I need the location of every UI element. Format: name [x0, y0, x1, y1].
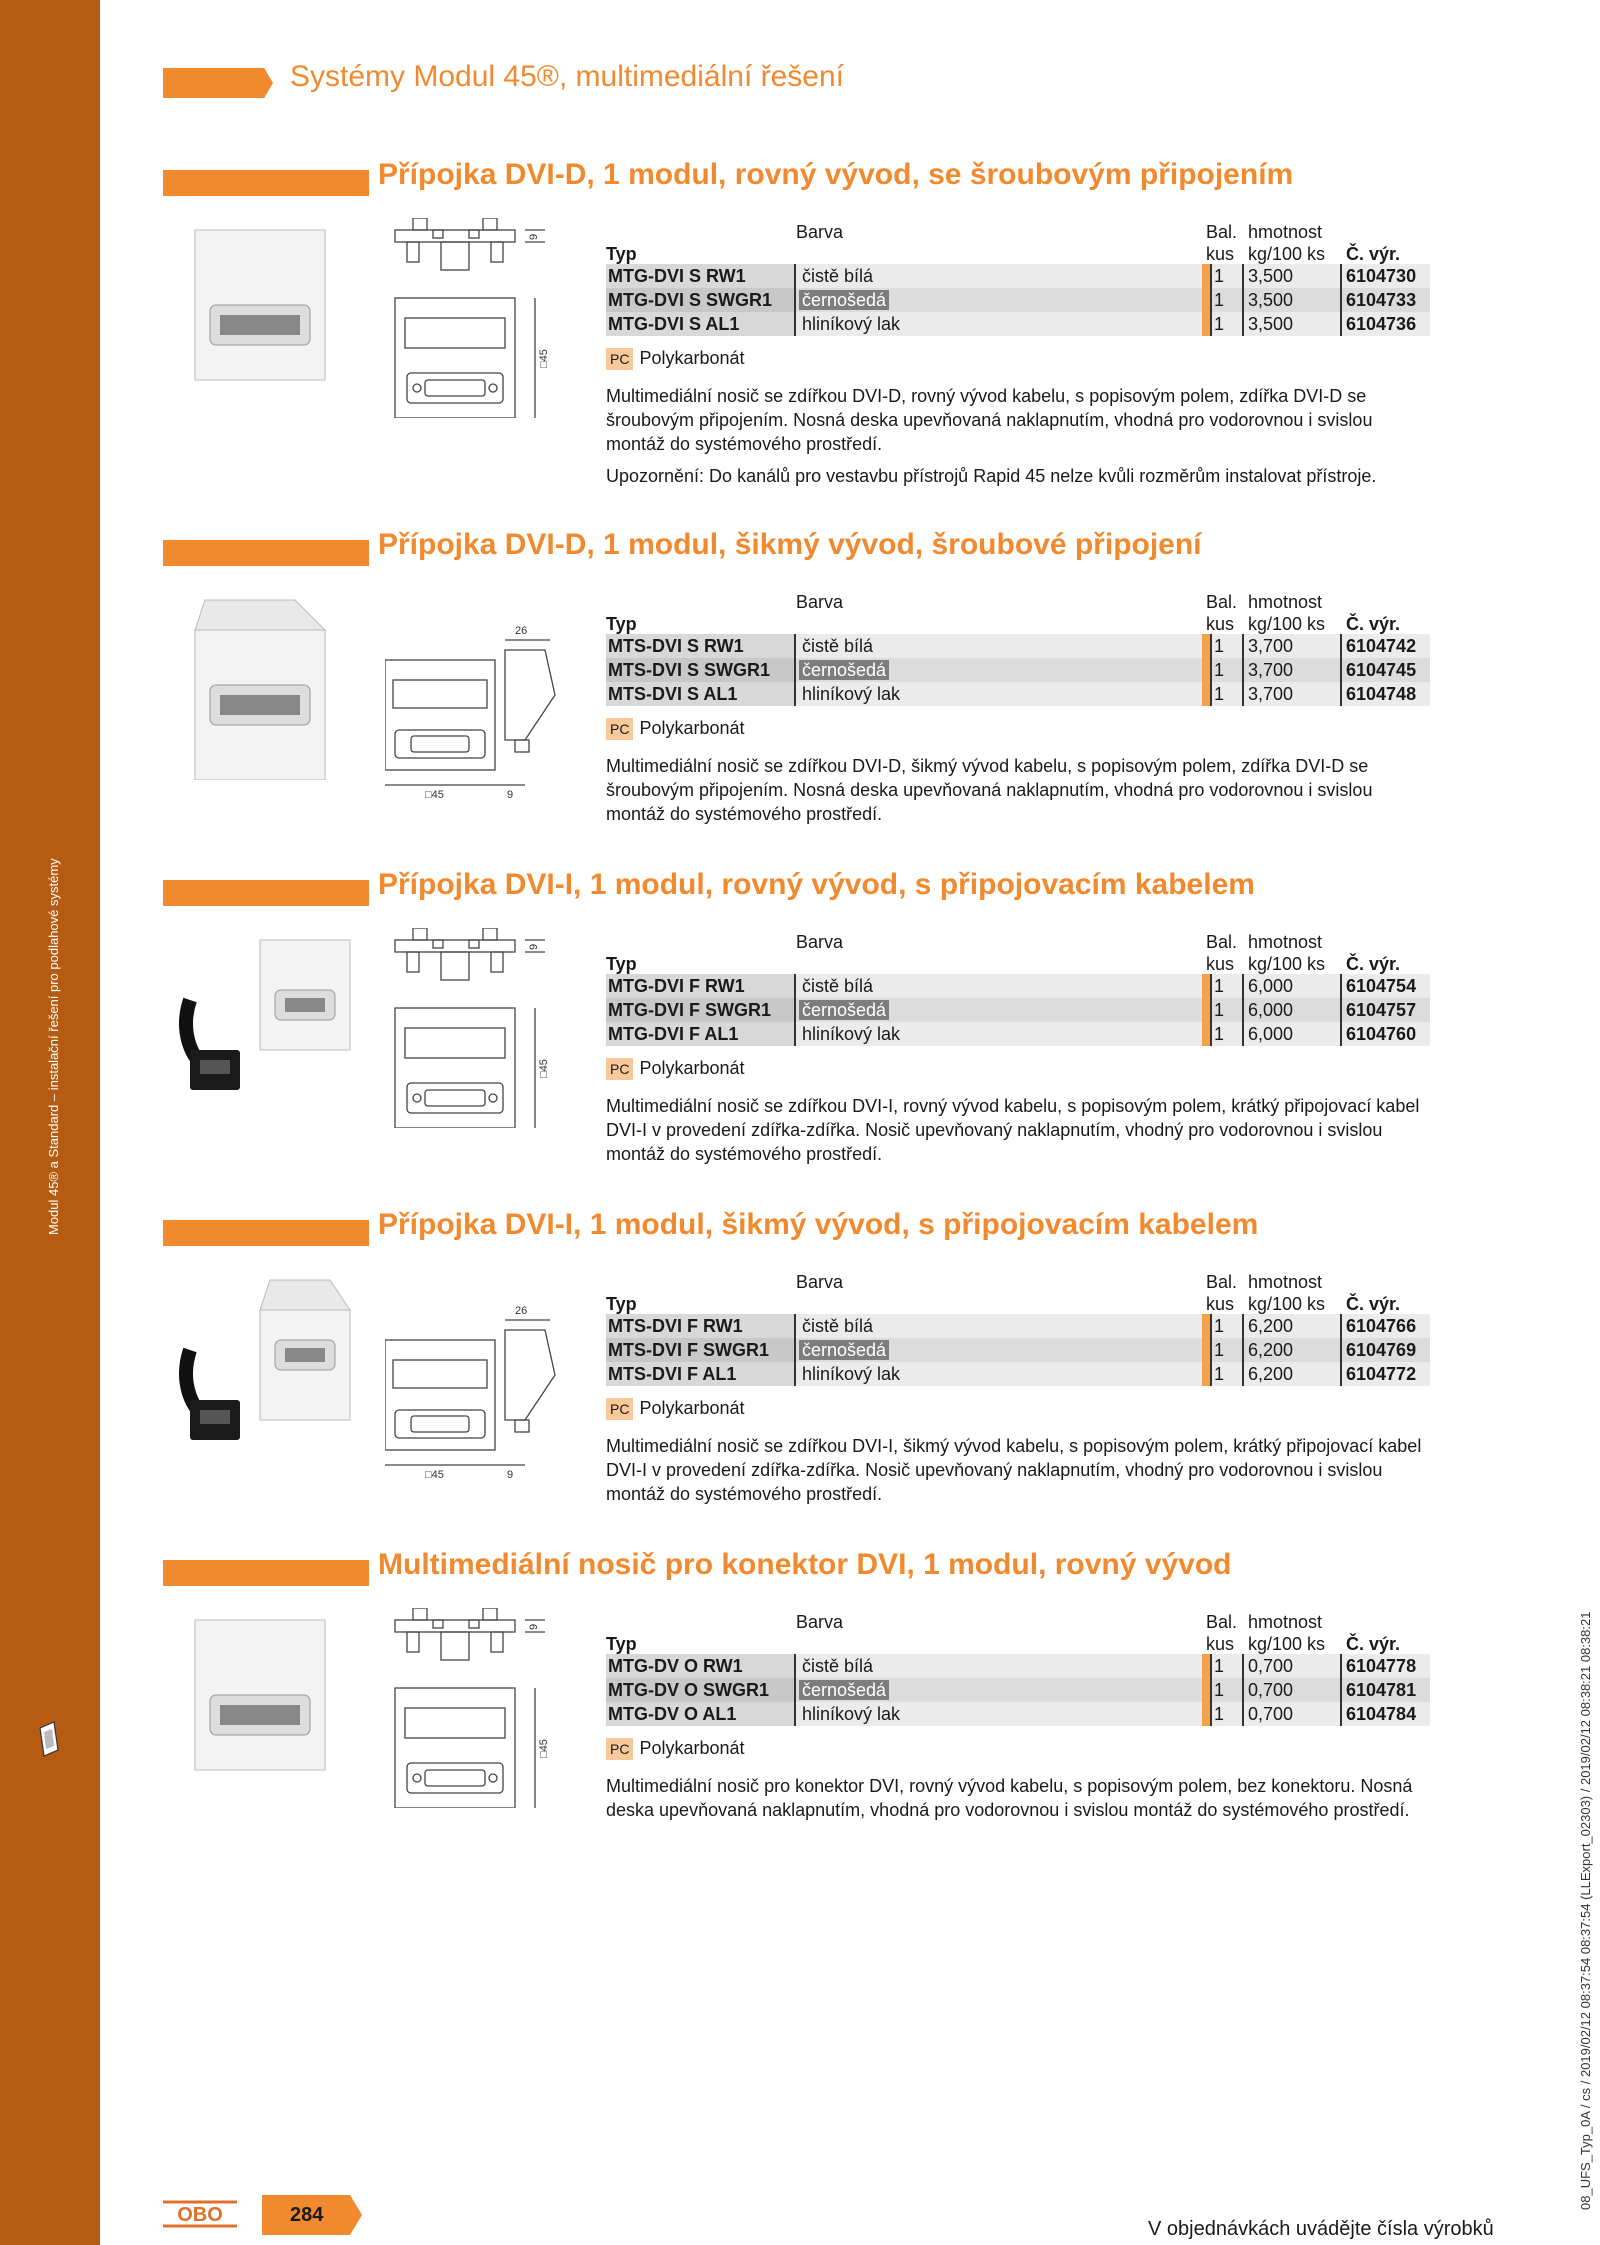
header-barva: Barva — [796, 1612, 844, 1632]
sidebar-vertical-text: Modul 45® a Standard – instalační řešení pro podlahové systémy — [46, 858, 61, 1235]
material-line — [606, 1736, 1436, 1760]
header-kus: kus — [1206, 1294, 1235, 1314]
header-bal: Bal. — [1206, 932, 1238, 952]
svg-text:□45: □45 — [538, 1059, 550, 1078]
print-metadata: 08_UFS_Typ_0A / cs / 2019/02/12 08:37:54 08:37:54 (LLExport_02303) / 2019/02/12 08:38:21 08:38:21 — [1578, 1611, 1593, 2210]
section-title: Multimediální nosič pro konektor DVI, 1 modul, rovný vývod — [378, 1548, 1232, 1581]
section-title: Přípojka DVI-D, 1 modul, rovný vývod, se šroubovým připojením — [378, 158, 1294, 191]
row-marker — [1202, 682, 1210, 706]
material-line — [606, 346, 1436, 370]
section-bar — [163, 1220, 369, 1246]
svg-text:□45: □45 — [538, 349, 550, 368]
svg-text:9: 9 — [507, 1469, 514, 1480]
material-name: Polykarbonát — [639, 348, 745, 368]
material-name: Polykarbonát — [639, 1058, 745, 1078]
row-marker — [1202, 998, 1210, 1022]
qty-cell: 1 — [1210, 682, 1242, 706]
weight-cell: 0,700 — [1242, 1654, 1340, 1678]
qty-cell: 1 — [1210, 1314, 1242, 1338]
product-photo — [170, 590, 370, 780]
type-cell: MTG-DVI F RW1 — [606, 974, 794, 998]
weight-cell: 3,500 — [1242, 312, 1340, 336]
article-number-cell: 6104742 — [1340, 634, 1430, 658]
color-cell: čistě bílá — [794, 1314, 1202, 1338]
svg-text:9: 9 — [507, 789, 514, 800]
row-marker — [1202, 634, 1210, 658]
weight-cell: 6,000 — [1242, 998, 1340, 1022]
header-article: Č. výr. — [1346, 954, 1401, 974]
header-kg: kg/100 ks — [1248, 244, 1326, 264]
page-title: Systémy Modul 45®, multimediální řešení — [290, 60, 844, 93]
color-cell: černošedá — [794, 288, 1202, 312]
row-marker — [1202, 1362, 1210, 1386]
type-cell: MTG-DV O SWGR1 — [606, 1678, 794, 1702]
technical-drawing — [385, 1608, 565, 1808]
technical-drawing — [385, 600, 565, 800]
table-row — [606, 998, 1436, 1022]
header-article: Č. výr. — [1346, 1294, 1401, 1314]
color-cell: černošedá — [794, 1678, 1202, 1702]
qty-cell: 1 — [1210, 974, 1242, 998]
header-typ: Typ — [606, 614, 637, 634]
article-number-cell: 6104733 — [1340, 288, 1430, 312]
type-cell: MTG-DV O AL1 — [606, 1702, 794, 1726]
qty-cell: 1 — [1210, 312, 1242, 336]
qty-cell: 1 — [1210, 288, 1242, 312]
material-badge: PC — [606, 1058, 633, 1080]
svg-text:□45: □45 — [538, 1739, 550, 1758]
description: Multimediální nosič se zdířkou DVI-I, rovný vývod kabelu, s popisovým polem, krátký připojovací kabel DVI-I v provedení zdířka-zdířka. Nosič upevňovaný naklapnutím, vhodný pro vodorovnou i svislou montáž do systémového prostředí. — [606, 1096, 1420, 1164]
type-cell: MTG-DVI S RW1 — [606, 264, 794, 288]
type-cell: MTS-DVI F AL1 — [606, 1362, 794, 1386]
type-cell: MTS-DVI F SWGR1 — [606, 1338, 794, 1362]
obo-logo — [163, 2200, 237, 2228]
table-header — [606, 930, 1436, 974]
header-article: Č. výr. — [1346, 614, 1401, 634]
color-cell: černošedá — [794, 1338, 1202, 1362]
header-bal: Bal. — [1206, 222, 1238, 242]
header-typ: Typ — [606, 1634, 637, 1654]
material-name: Polykarbonát — [639, 1738, 745, 1758]
description: Multimediální nosič se zdířkou DVI-D, rovný vývod kabelu, s popisovým polem, zdířka DVI-D se šroubovým připojením. Nosná deska upevňovaná naklapnutím, vhodná pro vodorovnou i svislou montáž do systémového prostředí. — [606, 386, 1373, 454]
header-bal: Bal. — [1206, 1272, 1238, 1292]
color-cell: čistě bílá — [794, 974, 1202, 998]
row-marker — [1202, 312, 1210, 336]
type-cell: MTG-DVI F SWGR1 — [606, 998, 794, 1022]
header-kg: kg/100 ks — [1248, 614, 1326, 634]
svg-text:26: 26 — [515, 625, 528, 637]
table-row — [606, 682, 1436, 706]
row-marker — [1202, 1654, 1210, 1678]
header-hmotnost: hmotnost — [1248, 222, 1323, 242]
material-badge: PC — [606, 718, 633, 740]
type-cell: MTG-DVI F AL1 — [606, 1022, 794, 1046]
svg-text:□45: □45 — [425, 789, 444, 800]
table-row — [606, 1678, 1436, 1702]
section-bar — [163, 880, 369, 906]
header-hmotnost: hmotnost — [1248, 1272, 1323, 1292]
header-kus: kus — [1206, 1634, 1235, 1654]
color-cell: černošedá — [794, 998, 1202, 1022]
row-marker — [1202, 1702, 1210, 1726]
floor-box-icon — [36, 1720, 62, 1758]
description: Multimediální nosič pro konektor DVI, rovný vývod kabelu, s popisovým polem, bez konektoru. Nosná deska upevňovaná naklapnutím, vhodná pro vodorovnou i svislou montáž do systémového prostředí. — [606, 1776, 1413, 1820]
type-cell: MTS-DVI F RW1 — [606, 1314, 794, 1338]
color-cell: čistě bílá — [794, 264, 1202, 288]
header-hmotnost: hmotnost — [1248, 1612, 1323, 1632]
color-cell: čistě bílá — [794, 1654, 1202, 1678]
qty-cell: 1 — [1210, 1702, 1242, 1726]
color-cell: černošedá — [794, 658, 1202, 682]
table-row — [606, 288, 1436, 312]
weight-cell: 0,700 — [1242, 1678, 1340, 1702]
table-row — [606, 1362, 1436, 1386]
product-photo — [170, 210, 370, 400]
weight-cell: 6,000 — [1242, 974, 1340, 998]
article-number-cell: 6104748 — [1340, 682, 1430, 706]
qty-cell: 1 — [1210, 1022, 1242, 1046]
product-photo — [170, 1600, 370, 1790]
qty-cell: 1 — [1210, 1338, 1242, 1362]
footer-note: V objednávkách uvádějte čísla výrobků — [1148, 2218, 1494, 2240]
qty-cell: 1 — [1210, 658, 1242, 682]
material-badge: PC — [606, 1398, 633, 1420]
technical-drawing — [385, 1280, 565, 1480]
table-row — [606, 1022, 1436, 1046]
header-hmotnost: hmotnost — [1248, 592, 1323, 612]
section-title: Přípojka DVI-D, 1 modul, šikmý vývod, šroubové připojení — [378, 528, 1202, 561]
table-header — [606, 590, 1436, 634]
header-kg: kg/100 ks — [1248, 1634, 1326, 1654]
header-bal: Bal. — [1206, 592, 1238, 612]
material-badge: PC — [606, 1738, 633, 1760]
header-typ: Typ — [606, 954, 637, 974]
row-marker — [1202, 1022, 1210, 1046]
article-number-cell: 6104769 — [1340, 1338, 1430, 1362]
article-number-cell: 6104730 — [1340, 264, 1430, 288]
qty-cell: 1 — [1210, 1678, 1242, 1702]
product-table — [606, 590, 1436, 826]
material-badge: PC — [606, 348, 633, 370]
weight-cell: 6,200 — [1242, 1314, 1340, 1338]
material-name: Polykarbonát — [639, 1398, 745, 1418]
header-article: Č. výr. — [1346, 1634, 1401, 1654]
color-cell: hliníkový lak — [794, 1022, 1202, 1046]
technical-drawing — [385, 928, 565, 1128]
row-marker — [1202, 974, 1210, 998]
weight-cell: 3,700 — [1242, 682, 1340, 706]
article-number-cell: 6104772 — [1340, 1362, 1430, 1386]
row-marker — [1202, 1678, 1210, 1702]
row-marker — [1202, 658, 1210, 682]
table-row — [606, 1654, 1436, 1678]
row-marker — [1202, 1338, 1210, 1362]
article-number-cell: 6104784 — [1340, 1702, 1430, 1726]
table-header — [606, 1270, 1436, 1314]
section-bar — [163, 1560, 369, 1586]
header-barva: Barva — [796, 1272, 844, 1292]
weight-cell: 3,700 — [1242, 634, 1340, 658]
svg-text:9: 9 — [528, 1623, 540, 1630]
table-row — [606, 1314, 1436, 1338]
weight-cell: 6,200 — [1242, 1338, 1340, 1362]
color-cell: čistě bílá — [794, 634, 1202, 658]
article-number-cell: 6104781 — [1340, 1678, 1430, 1702]
weight-cell: 0,700 — [1242, 1702, 1340, 1726]
qty-cell: 1 — [1210, 264, 1242, 288]
material-line — [606, 1056, 1436, 1080]
qty-cell: 1 — [1210, 1654, 1242, 1678]
header-kus: kus — [1206, 954, 1235, 974]
table-row — [606, 974, 1436, 998]
header-kg: kg/100 ks — [1248, 954, 1326, 974]
header-tab — [163, 68, 273, 98]
header-barva: Barva — [796, 592, 844, 612]
weight-cell: 3,500 — [1242, 288, 1340, 312]
header-hmotnost: hmotnost — [1248, 932, 1323, 952]
material-line — [606, 716, 1436, 740]
type-cell: MTS-DVI S SWGR1 — [606, 658, 794, 682]
table-row — [606, 312, 1436, 336]
type-cell: MTG-DV O RW1 — [606, 1654, 794, 1678]
product-table — [606, 1270, 1436, 1506]
section-bar — [163, 170, 369, 196]
qty-cell: 1 — [1210, 634, 1242, 658]
table-row — [606, 264, 1436, 288]
article-number-cell: 6104757 — [1340, 998, 1430, 1022]
weight-cell: 3,700 — [1242, 658, 1340, 682]
svg-text:26: 26 — [515, 1305, 528, 1317]
header-typ: Typ — [606, 244, 637, 264]
product-photo — [170, 1270, 370, 1460]
table-header — [606, 220, 1436, 264]
color-cell: hliníkový lak — [794, 682, 1202, 706]
color-cell: hliníkový lak — [794, 312, 1202, 336]
product-table — [606, 1610, 1436, 1822]
article-number-cell: 6104745 — [1340, 658, 1430, 682]
svg-text:□45: □45 — [425, 1469, 444, 1480]
color-cell: hliníkový lak — [794, 1702, 1202, 1726]
page-number: 284 — [290, 2204, 324, 2226]
note: Upozornění: Do kanálů pro vestavbu přístrojů Rapid 45 nelze kvůli rozměrům instalovat přístroje. — [606, 466, 1377, 486]
article-number-cell: 6104736 — [1340, 312, 1430, 336]
header-barva: Barva — [796, 932, 844, 952]
type-cell: MTG-DVI S SWGR1 — [606, 288, 794, 312]
header-article: Č. výr. — [1346, 244, 1401, 264]
color-cell: hliníkový lak — [794, 1362, 1202, 1386]
header-bal: Bal. — [1206, 1612, 1238, 1632]
section-title: Přípojka DVI-I, 1 modul, šikmý vývod, s připojovacím kabelem — [378, 1208, 1259, 1241]
article-number-cell: 6104754 — [1340, 974, 1430, 998]
qty-cell: 1 — [1210, 1362, 1242, 1386]
material-name: Polykarbonát — [639, 718, 745, 738]
material-line — [606, 1396, 1436, 1420]
svg-text:9: 9 — [528, 233, 540, 240]
article-number-cell: 6104778 — [1340, 1654, 1430, 1678]
technical-drawing — [385, 218, 565, 418]
row-marker — [1202, 288, 1210, 312]
svg-text:9: 9 — [528, 943, 540, 950]
description: Multimediální nosič se zdířkou DVI-D, šikmý vývod kabelu, s popisovým polem, zdířka DVI-D se šroubovým připojením. Nosná deska upevňovaná naklapnutím, vhodná pro vodorovnou i svislou montáž do systémového prostředí. — [606, 756, 1373, 824]
type-cell: MTS-DVI S AL1 — [606, 682, 794, 706]
product-table — [606, 930, 1436, 1166]
svg-text:OBO: OBO — [177, 2204, 223, 2226]
header-kus: kus — [1206, 614, 1235, 634]
type-cell: MTS-DVI S RW1 — [606, 634, 794, 658]
table-row — [606, 658, 1436, 682]
table-header — [606, 1610, 1436, 1654]
table-row — [606, 1702, 1436, 1726]
qty-cell: 1 — [1210, 998, 1242, 1022]
row-marker — [1202, 1314, 1210, 1338]
weight-cell: 6,000 — [1242, 1022, 1340, 1046]
article-number-cell: 6104760 — [1340, 1022, 1430, 1046]
row-marker — [1202, 264, 1210, 288]
section-title: Přípojka DVI-I, 1 modul, rovný vývod, s připojovacím kabelem — [378, 868, 1255, 901]
header-kg: kg/100 ks — [1248, 1294, 1326, 1314]
description: Multimediální nosič se zdířkou DVI-I, šikmý vývod kabelu, s popisovým polem, krátký připojovací kabel DVI-I v provedení zdířka-zdířka. Nosič upevňovaný naklapnutím, vhodný pro vodorovnou i svislou montáž do systémového prostředí. — [606, 1436, 1422, 1504]
weight-cell: 3,500 — [1242, 264, 1340, 288]
header-kus: kus — [1206, 244, 1235, 264]
section-bar — [163, 540, 369, 566]
type-cell: MTG-DVI S AL1 — [606, 312, 794, 336]
weight-cell: 6,200 — [1242, 1362, 1340, 1386]
product-table — [606, 220, 1436, 488]
table-row — [606, 634, 1436, 658]
header-barva: Barva — [796, 222, 844, 242]
product-photo — [170, 920, 370, 1110]
table-row — [606, 1338, 1436, 1362]
article-number-cell: 6104766 — [1340, 1314, 1430, 1338]
header-typ: Typ — [606, 1294, 637, 1314]
